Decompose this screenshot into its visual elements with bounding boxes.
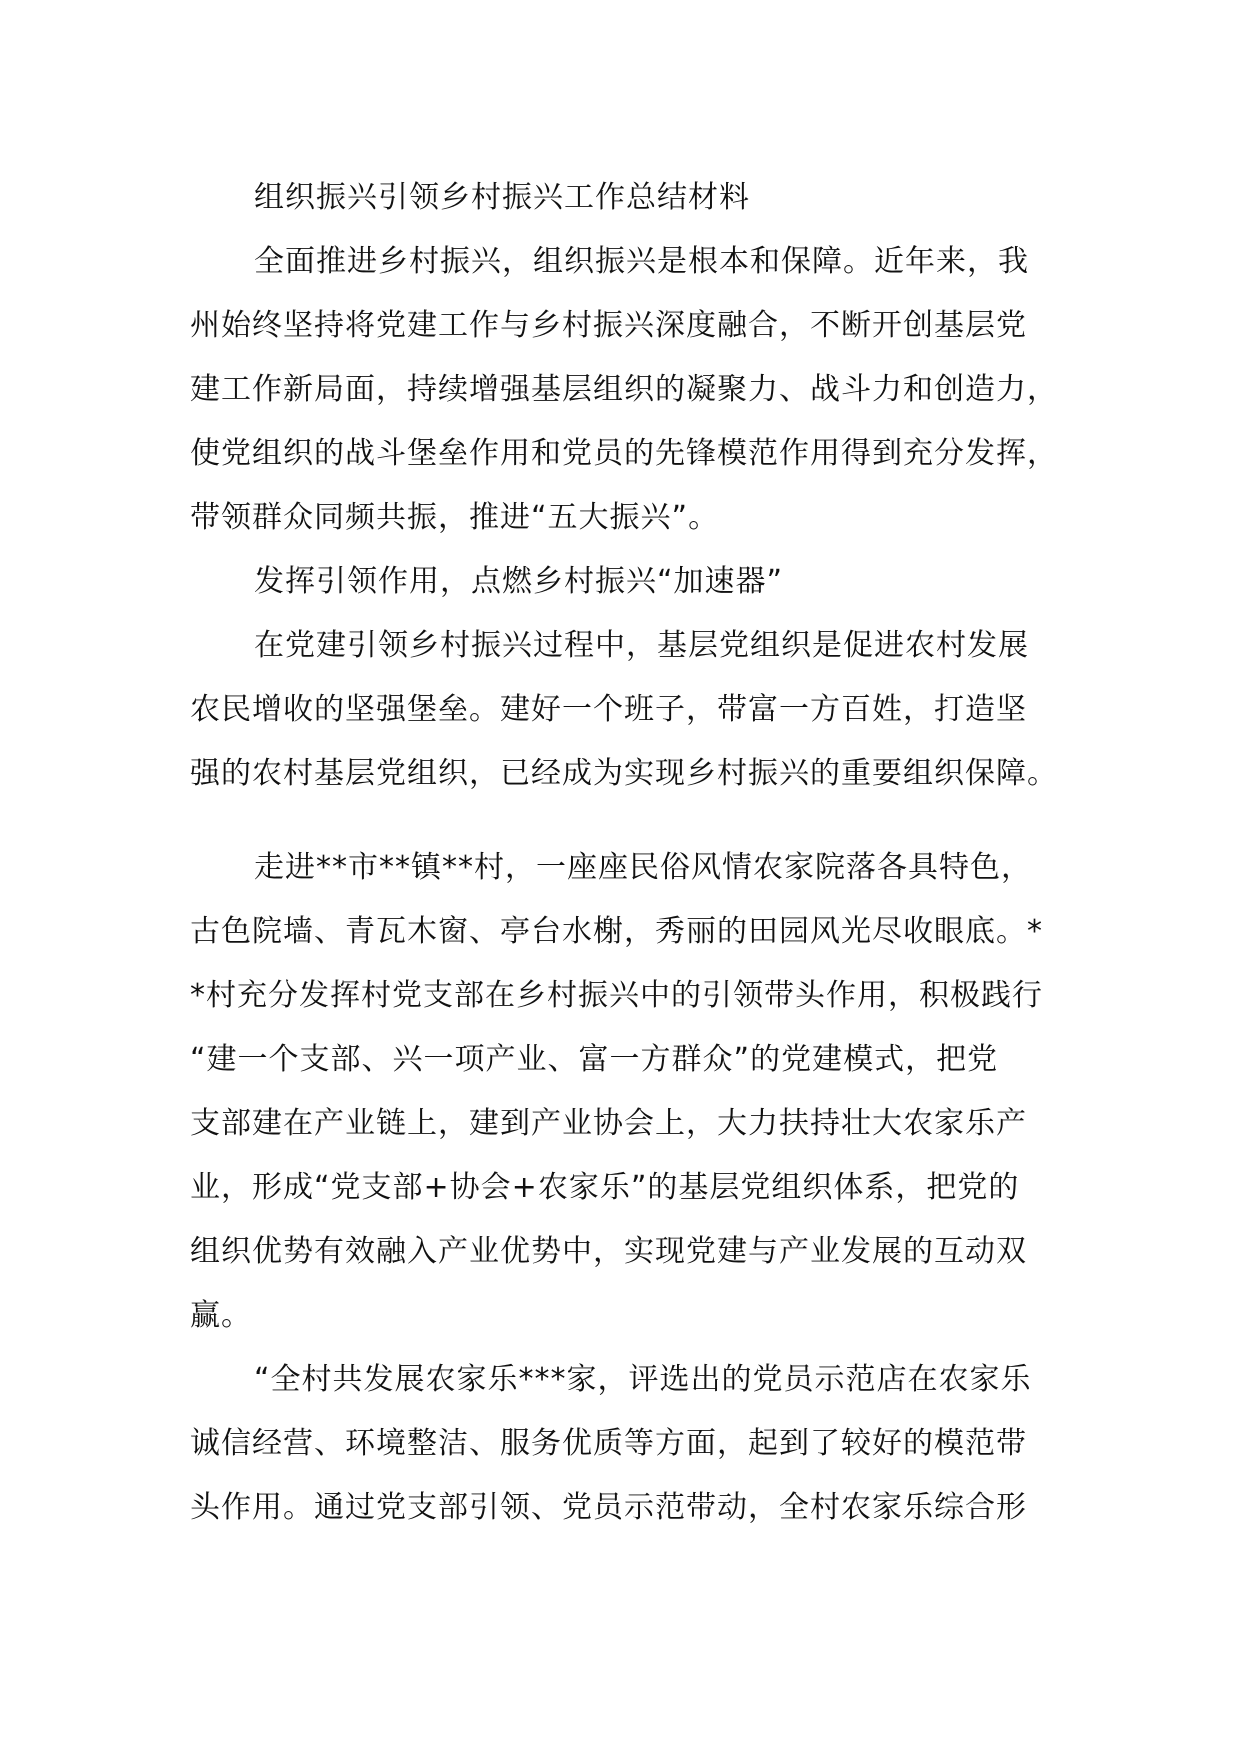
paragraph-line: 组织优势有效融入产业优势中，实现党建与产业发展的互动双 bbox=[190, 1234, 1027, 1269]
paragraph-line: 诚信经营、环境整洁、服务优质等方面，起到了较好的模范带 bbox=[190, 1426, 1027, 1461]
paragraph-line: 建工作新局面，持续增强基层组织的凝聚力、战斗力和创造力， bbox=[190, 372, 1058, 407]
paragraph-line: 农民增收的坚强堡垒。建好一个班子，带富一方百姓，打造坚 bbox=[190, 692, 1027, 727]
paragraph-line: 古色院墙、青瓦木窗、亭台水榭，秀丽的田园风光尽收眼底。* bbox=[190, 914, 1043, 949]
paragraph-line: 支部建在产业链上，建到产业协会上，大力扶持壮大农家乐产 bbox=[190, 1106, 1027, 1141]
paragraph-line: “全村共发展农家乐***家，评选出的党员示范店在农家乐 bbox=[254, 1362, 1032, 1397]
paragraph-line: 带领群众同频共振，推进“五大振兴”。 bbox=[190, 500, 720, 535]
paragraph-grassroots bbox=[190, 614, 1090, 806]
paragraph-line: 在党建引领乡村振兴过程中，基层党组织是促进农村发展 bbox=[254, 628, 1029, 663]
document-body bbox=[190, 166, 1090, 1540]
paragraph-line: 赢。 bbox=[190, 1298, 252, 1333]
paragraph-line: 强的农村基层党组织，已经成为实现乡村振兴的重要组织保障。 bbox=[190, 756, 1058, 791]
paragraph-line: “建一个支部、兴一项产业、富一方群众”的党建模式，把党 bbox=[190, 1042, 999, 1077]
paragraph-village bbox=[190, 836, 1090, 1348]
paragraph-line: *村充分发挥村党支部在乡村振兴中的引领带头作用，积极践行 bbox=[190, 978, 1043, 1013]
paragraph-farmhouse bbox=[190, 1348, 1090, 1540]
paragraph-line: 全面推进乡村振兴，组织振兴是根本和保障。近年来，我 bbox=[254, 244, 1029, 279]
section-heading: 发挥引领作用，点燃乡村振兴“加速器” bbox=[254, 564, 784, 599]
paragraph-line: 使党组织的战斗堡垒作用和党员的先锋模范作用得到充分发挥， bbox=[190, 436, 1058, 471]
document-title: 组织振兴引领乡村振兴工作总结材料 bbox=[254, 180, 750, 215]
paragraph-intro bbox=[190, 230, 1090, 550]
paragraph-line: 头作用。通过党支部引领、党员示范带动，全村农家乐综合形 bbox=[190, 1490, 1027, 1525]
paragraph-line: 州始终坚持将党建工作与乡村振兴深度融合，不断开创基层党 bbox=[190, 308, 1027, 343]
paragraph-line: 业，形成“党支部+协会+农家乐”的基层党组织体系，把党的 bbox=[190, 1170, 1020, 1205]
paragraph-line: 走进**市**镇**村，一座座民俗风情农家院落各具特色， bbox=[254, 850, 1032, 885]
